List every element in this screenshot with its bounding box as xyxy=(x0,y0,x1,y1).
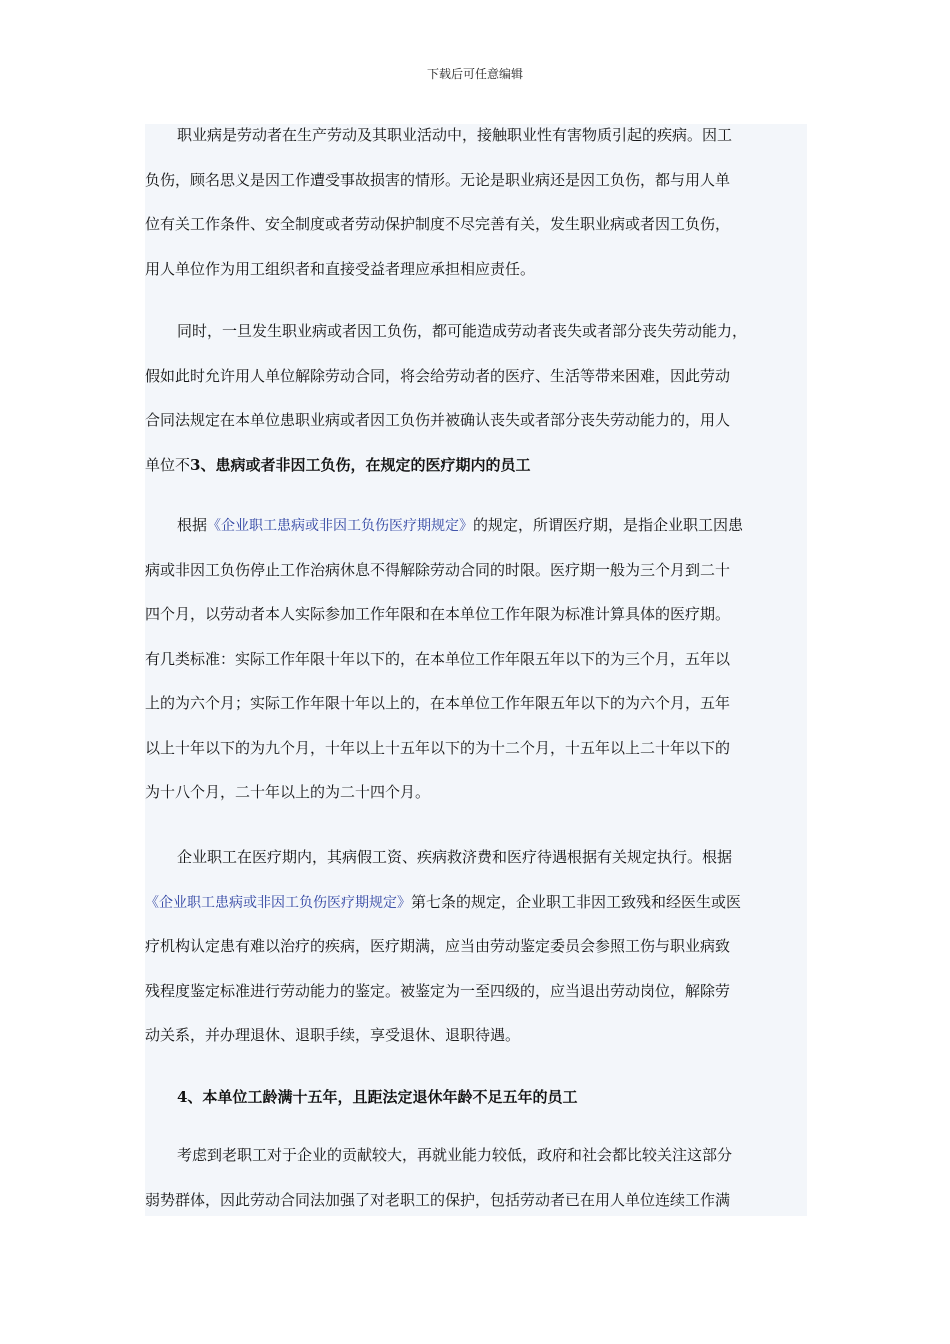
text-line xyxy=(145,891,845,936)
text-fragment: 的规定，所谓医疗期，是指企业职工因患 xyxy=(473,516,744,534)
text-line: 病或非因工负伤停止工作治病休息不得解除劳动合同的时限。医疗期一般为三个月到二十 xyxy=(145,560,731,579)
text-line: 有几类标准：实际工作年限十年以下的，在本单位工作年限五年以下的为三个月，五年以 xyxy=(145,649,731,668)
paragraph-labor-capacity xyxy=(145,320,845,498)
text-fragment: 根据 xyxy=(177,516,208,534)
text-line: 为十八个月，二十年以上的为二十四个月。 xyxy=(145,783,431,801)
section-heading-4: 4、本单位工龄满十五年，且距法定退休年龄不足五年的员工 xyxy=(177,1088,578,1106)
text-line: 考虑到老职工对于企业的贡献较大，再就业能力较低，政府和社会都比较关注这部分 xyxy=(177,1146,733,1164)
paragraph-occupational-disease xyxy=(145,124,845,302)
page-header: 下载后可任意编辑 xyxy=(426,67,523,81)
text-fragment: 第七条的规定，企业职工非因工致残和经医生或医 xyxy=(411,892,742,911)
text-line: 弱势群体，因此劳动合同法加强了对老职工的保护，包括劳动者已在用人单位连续工作满 xyxy=(145,1190,731,1209)
text-line xyxy=(145,514,845,559)
text-line: 上的为六个月；实际工作年限十年以上的，在本单位工作年限五年以下的为六个月，五年 xyxy=(145,694,731,712)
text-line: 四个月，以劳动者本人实际参加工作年限和在本单位工作年限为标准计算具体的医疗期。 xyxy=(145,605,731,623)
regulation-link[interactable]: 《企业职工患病或非因工负伤医疗期规定》 xyxy=(207,518,474,534)
regulation-link[interactable]: 《企业职工患病或非因工负伤医疗期规定》 xyxy=(145,894,411,911)
article-body xyxy=(145,124,807,1216)
text-fragment: 单位不 xyxy=(145,455,191,474)
text-line: 位有关工作条件、安全制度或者劳动保护制度不尽完善有关，发生职业病或者因工负伤， xyxy=(145,215,731,233)
text-line: 用人单位作为用工组织者和直接受益者理应承担相应责任。 xyxy=(145,259,536,278)
paragraph-medical-treatment xyxy=(145,846,845,1069)
text-line: 同时，一旦发生职业病或者因工负伤，都可能造成劳动者丧失或者部分丧失劳动能力， xyxy=(177,322,748,340)
text-line xyxy=(145,454,845,499)
text-line: 职业病是劳动者在生产劳动及其职业活动中，接触职业性有害物质引起的疾病。因工 xyxy=(177,126,733,144)
text-line: 企业职工在医疗期内，其病假工资、疾病救济费和医疗待遇根据有关规定执行。根据 xyxy=(177,848,733,866)
section-4 xyxy=(145,1086,845,1131)
section-heading-3: 3、患病或者非因工负伤，在规定的医疗期内的员工 xyxy=(190,455,531,474)
text-line: 残程度鉴定标准进行劳动能力的鉴定。被鉴定为一至四级的，应当退出劳动岗位，解除劳 xyxy=(145,981,731,1000)
text-line: 负伤，顾名思义是因工作遭受事故损害的情形。无论是职业病还是因工负伤，都与用人单 xyxy=(145,170,731,189)
text-line: 合同法规定在本单位患职业病或者因工负伤并被确认丧失或者部分丧失劳动能力的，用人 xyxy=(145,411,731,429)
text-line: 动关系，并办理退休、退职手续，享受退休、退职待遇。 xyxy=(145,1026,521,1044)
text-line: 疗机构认定患有难以治疗的疾病，医疗期满，应当由劳动鉴定委员会参照工伤与职业病致 xyxy=(145,937,731,955)
text-line: 以上十年以下的为九个月，十年以上十五年以下的为十二个月，十五年以上二十年以下的 xyxy=(145,738,731,757)
paragraph-medical-period xyxy=(145,514,845,826)
paragraph-senior-employees xyxy=(145,1144,845,1233)
text-line: 假如此时允许用人单位解除劳动合同，将会给劳动者的医疗、生活等带来困难，因此劳动 xyxy=(145,366,731,385)
